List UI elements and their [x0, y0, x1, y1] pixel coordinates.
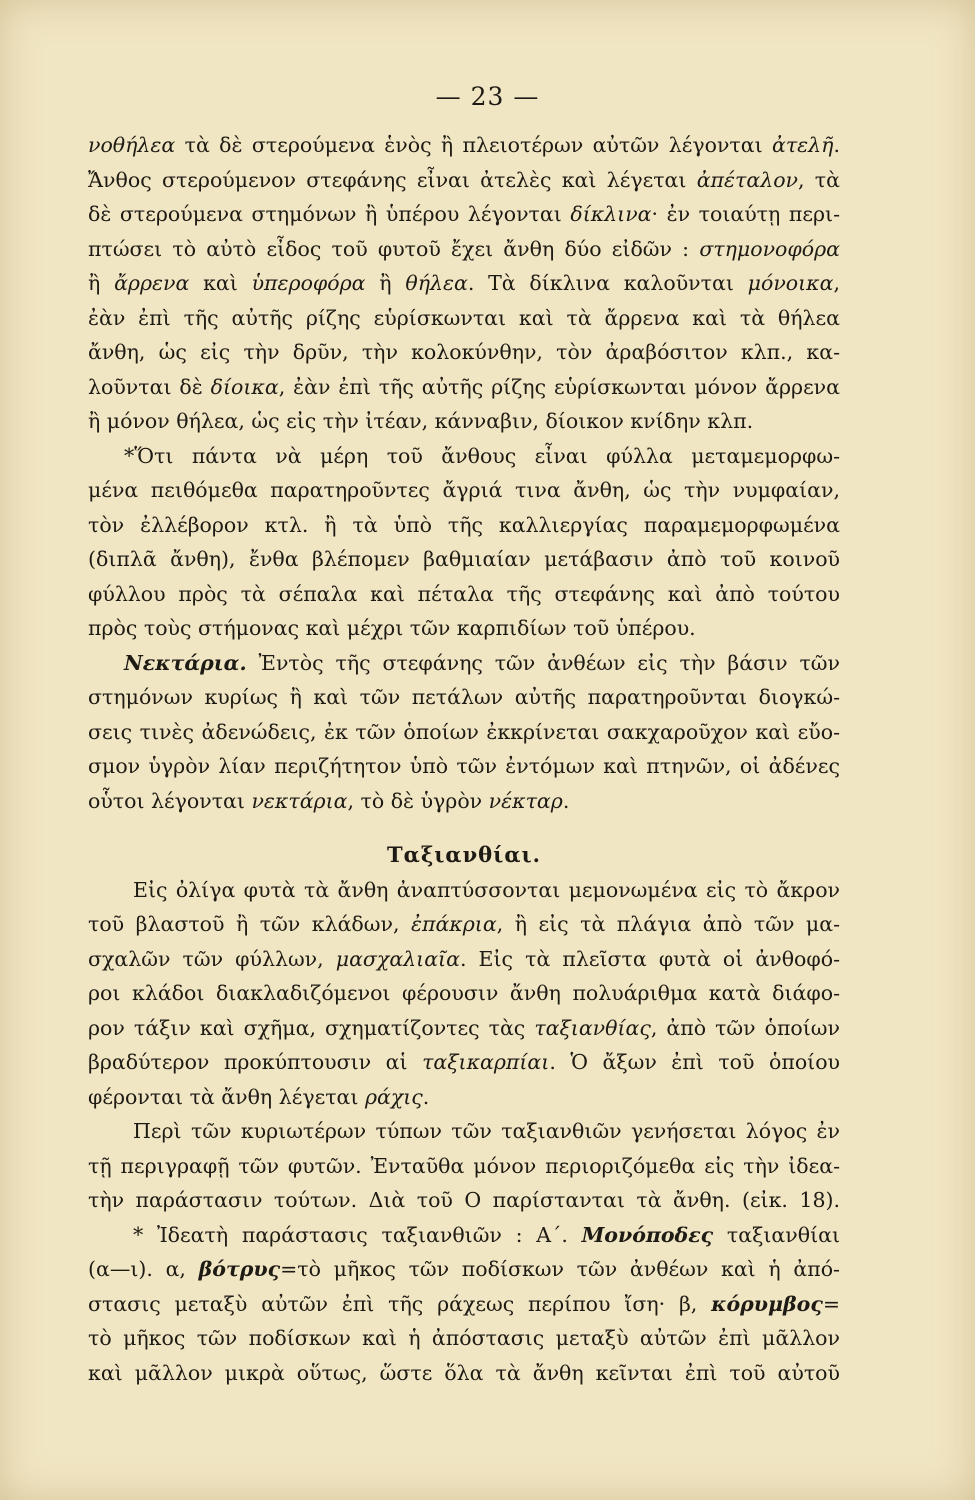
text-run: , τὸ δὲ ὑγρὸν	[347, 788, 489, 813]
text-line	[88, 197, 840, 232]
italic-term: ὑπεροφόρα	[251, 271, 366, 295]
text-run: καὶ μᾶλλον μικρὰ οὕτως, ὥστε ὅλα τὰ ἄνθη κεῖνται ἐπὶ τοῦ αὐτοῦ	[88, 1360, 840, 1385]
italic-term: ταξιανθίας	[534, 1015, 651, 1040]
text-run: . Ὁ ἄξων ἐπὶ τοῦ ὁποίου	[549, 1050, 840, 1074]
italic-term: στημονοφόρα	[699, 236, 840, 261]
text-line	[88, 232, 840, 267]
text-run: βραδύτερον προκύπτουσιν αἱ	[88, 1050, 423, 1074]
text-run: (διπλᾶ ἄνθη), ἔνθα βλέπομεν βαθμιαίαν μετάβασιν ἀπὸ τοῦ κοινοῦ	[88, 547, 840, 571]
text-run: , ἀπὸ τῶν ὁποίων	[650, 1015, 840, 1040]
text-run: =	[822, 1291, 840, 1316]
text-run: στασις μεταξὺ αὐτῶν ἐπὶ τῆς ράχεως περίπου ἴση· β,	[88, 1291, 712, 1316]
text-run: *Ὅτι πάντα νὰ μέρη τοῦ ἄνθους εἶναι φύλλα μεταμεμορφω-	[124, 443, 840, 468]
text-line	[88, 473, 840, 508]
text-run: Ἄνθος στερούμενον στεφάνης εἶναι ἀτελὲς καὶ λέγεται	[88, 167, 697, 192]
text-run: * Ἰδεατὴ παράστασις ταξιανθιῶν : Α΄.	[133, 1222, 582, 1247]
bold-term: κόρυμβος	[711, 1291, 823, 1316]
italic-term: νεκτάρια	[251, 788, 348, 813]
text-run: ἢ	[365, 271, 406, 295]
text-run: · ἐν τοιαύτῃ περι-	[651, 202, 840, 226]
text-line	[88, 266, 840, 301]
text-run: σμον ὑγρὸν λίαν περιζήτητον ὑπὸ τῶν ἐντόμων καὶ πτηνῶν, οἱ ἀδένες	[88, 754, 840, 778]
italic-term: ἄρρενα	[114, 271, 190, 295]
text-run: τὸ μῆκος τῶν ποδίσκων καὶ ἡ ἀπόστασις μεταξὺ αὐτῶν ἐπὶ μᾶλλον	[88, 1326, 840, 1350]
text-run: πτώσει τὸ αὐτὸ εἶδος τοῦ φυτοῦ ἔχει ἄνθη δύο εἰδῶν :	[88, 236, 700, 261]
body-text	[88, 128, 840, 1390]
text-run: φύλλου πρὸς τὰ σέπαλα καὶ πέταλα τῆς στεφάνης καὶ ἀπὸ τούτου	[88, 581, 840, 606]
text-run: τοῦ βλαστοῦ ἢ τῶν κλάδων,	[88, 912, 411, 936]
text-line	[88, 1045, 840, 1080]
section-heading	[88, 838, 840, 873]
text-run: Εἰς ὀλίγα φυτὰ τὰ ἄνθη ἀναπτύσσονται μεμονωμένα εἰς τὸ ἄκρον	[133, 877, 840, 902]
text-line	[88, 784, 840, 819]
text-run: . Τὰ δίκλινα καλοῦνται	[467, 271, 748, 295]
text-line	[88, 128, 840, 163]
text-run: σεις τινὲς ἀδενώδεις, ἐκ τῶν ὁποίων ἐκκρίνεται σακχαροῦχον καὶ εὔο-	[88, 719, 840, 744]
text-run: τῇ περιγραφῇ τῶν φυτῶν. Ἐνταῦθα μόνον περιοριζόμεθα εἰς τὴν ἰδεα-	[88, 1153, 840, 1178]
text-run: σχαλῶν τῶν φύλλων,	[88, 946, 336, 971]
italic-term: δίκλινα	[570, 202, 652, 226]
italic-term: νοθήλεα	[88, 133, 176, 157]
text-run: . Εἰς τὰ πλεῖστα φυτὰ οἱ ἀνθοφό-	[459, 946, 841, 971]
text-line	[88, 1218, 840, 1253]
text-line	[88, 976, 840, 1011]
text-run: ἢ μόνον θήλεα, ὡς εἰς τὴν ἰτέαν, κάνναβιν, δίοικον κνίδην κλπ.	[88, 409, 754, 433]
text-run: φέρονται τὰ ἄνθη λέγεται	[88, 1084, 365, 1109]
text-line	[88, 1011, 840, 1046]
text-run: , ἐὰν ἐπὶ τῆς αὐτῆς ρίζης εὑρίσκωνται μόνον ἄρρενα	[278, 374, 840, 399]
italic-term: δίοικα	[210, 374, 279, 399]
text-line	[88, 1252, 840, 1287]
text-run: .	[422, 1084, 430, 1109]
text-line	[88, 1287, 840, 1322]
text-line	[88, 1321, 840, 1356]
text-run: οὗτοι λέγονται	[88, 788, 252, 813]
text-run: .	[833, 133, 840, 157]
text-run: πρὸς τοὺς στήμονας καὶ μέχρι τῶν καρπιδίων τοῦ ὑπέρου.	[88, 616, 696, 640]
text-line	[88, 611, 840, 646]
text-line	[88, 335, 840, 370]
text-line	[88, 646, 840, 681]
text-run: Ἐντὸς τῆς στεφάνης τῶν ἀνθέων εἰς τὴν βάσιν τῶν	[246, 650, 840, 675]
text-run: μένα πειθόμεθα παρατηροῦντες ἄγριά τινα ἄνθη, ὡς τὴν νυμφαίαν,	[88, 478, 840, 502]
italic-term: νέκταρ	[488, 788, 563, 813]
text-run: ἢ	[88, 271, 115, 295]
bold-term: βότρυς	[198, 1257, 281, 1281]
text-run: στημόνων κυρίως ἢ καὶ τῶν πετάλων αὐτῆς παρατηροῦνται διογκώ-	[88, 685, 840, 709]
italic-term: ἐπάκρια	[410, 912, 497, 936]
text-line	[88, 873, 840, 908]
text-line	[88, 907, 840, 942]
text-run: =τὸ μῆκος τῶν ποδίσκων τῶν ἀνθέων καὶ ἡ ἀπό-	[280, 1257, 840, 1281]
text-run: Περὶ τῶν κυριωτέρων τύπων τῶν ταξιανθιῶν γενήσεται λόγος ἐν	[133, 1119, 840, 1143]
italic-term: θήλεα	[405, 271, 468, 295]
text-run: ροι κλάδοι διακλαδιζόμενοι φέρουσιν ἄνθη πολυάριθμα κατὰ διάφο-	[88, 981, 840, 1005]
text-run: δὲ στερούμενα στημόνων ἢ ὑπέρου λέγονται	[88, 202, 571, 226]
text-line	[88, 577, 840, 612]
text-line	[88, 301, 840, 336]
text-run: .	[562, 788, 570, 813]
section-spacer	[88, 818, 840, 838]
text-line	[88, 749, 840, 784]
page-number: — 23 —	[435, 82, 540, 111]
text-run: ταξιανθίαι	[713, 1222, 840, 1247]
text-line	[88, 942, 840, 977]
italic-term: ταξικαρπίαι	[422, 1050, 550, 1074]
text-run: καὶ	[189, 271, 252, 295]
text-line	[88, 370, 840, 405]
text-run: (α—ι). α,	[88, 1257, 199, 1281]
text-run: ρον τάξιν καὶ σχῆμα, σχηματίζοντες τὰς	[88, 1015, 535, 1040]
text-line	[88, 439, 840, 474]
bold-term: Μονόποδες	[581, 1222, 714, 1247]
italic-term: μασχαλιαῖα	[335, 946, 460, 971]
text-run: τὸν ἐλλέβορον κτλ. ἢ τὰ ὑπὸ τῆς καλλιεργίας παραμεμορφωμένα	[88, 512, 840, 537]
italic-term: ἀπέταλον	[696, 167, 799, 192]
text-line	[88, 542, 840, 577]
italic-term: ἀτελῆ	[772, 133, 834, 157]
text-run: ἄνθη, ὡς εἰς τὴν δρῦν, τὴν κολοκύνθην, τὸν ἀραβόσιτον κλπ., κα-	[88, 340, 840, 364]
text-run: τὰ δὲ στερούμενα ἑνὸς ἢ πλειοτέρων αὐτῶν λέγονται	[175, 133, 772, 157]
italic-term: ράχις	[364, 1084, 423, 1109]
section-heading-text: Ταξιανθίαι.	[387, 842, 541, 867]
text-line	[88, 1183, 840, 1218]
text-line	[88, 1080, 840, 1115]
bold-term: Νεκτάρια.	[124, 650, 247, 675]
text-run: , τὰ	[798, 167, 840, 192]
text-run: λοῦνται δὲ	[88, 374, 211, 399]
italic-term: μόνοικα	[747, 271, 834, 295]
text-line	[88, 680, 840, 715]
text-run: τὴν παράστασιν τούτων. Διὰ τοῦ O παρίστανται τὰ ἄνθη. (εἰκ. 18).	[88, 1188, 840, 1212]
text-line	[88, 1114, 840, 1149]
text-line	[88, 1356, 840, 1391]
text-line	[88, 404, 840, 439]
text-line	[88, 1149, 840, 1184]
text-line	[88, 163, 840, 198]
text-run: ἐὰν ἐπὶ τῆς αὐτῆς ρίζης εὑρίσκωνται καὶ τὰ ἄρρενα καὶ τὰ θήλεα	[88, 305, 840, 330]
text-run: ,	[833, 271, 840, 295]
text-line	[88, 715, 840, 750]
text-line	[88, 508, 840, 543]
text-run: , ἢ εἰς τὰ πλάγια ἀπὸ τῶν μα-	[496, 912, 841, 936]
